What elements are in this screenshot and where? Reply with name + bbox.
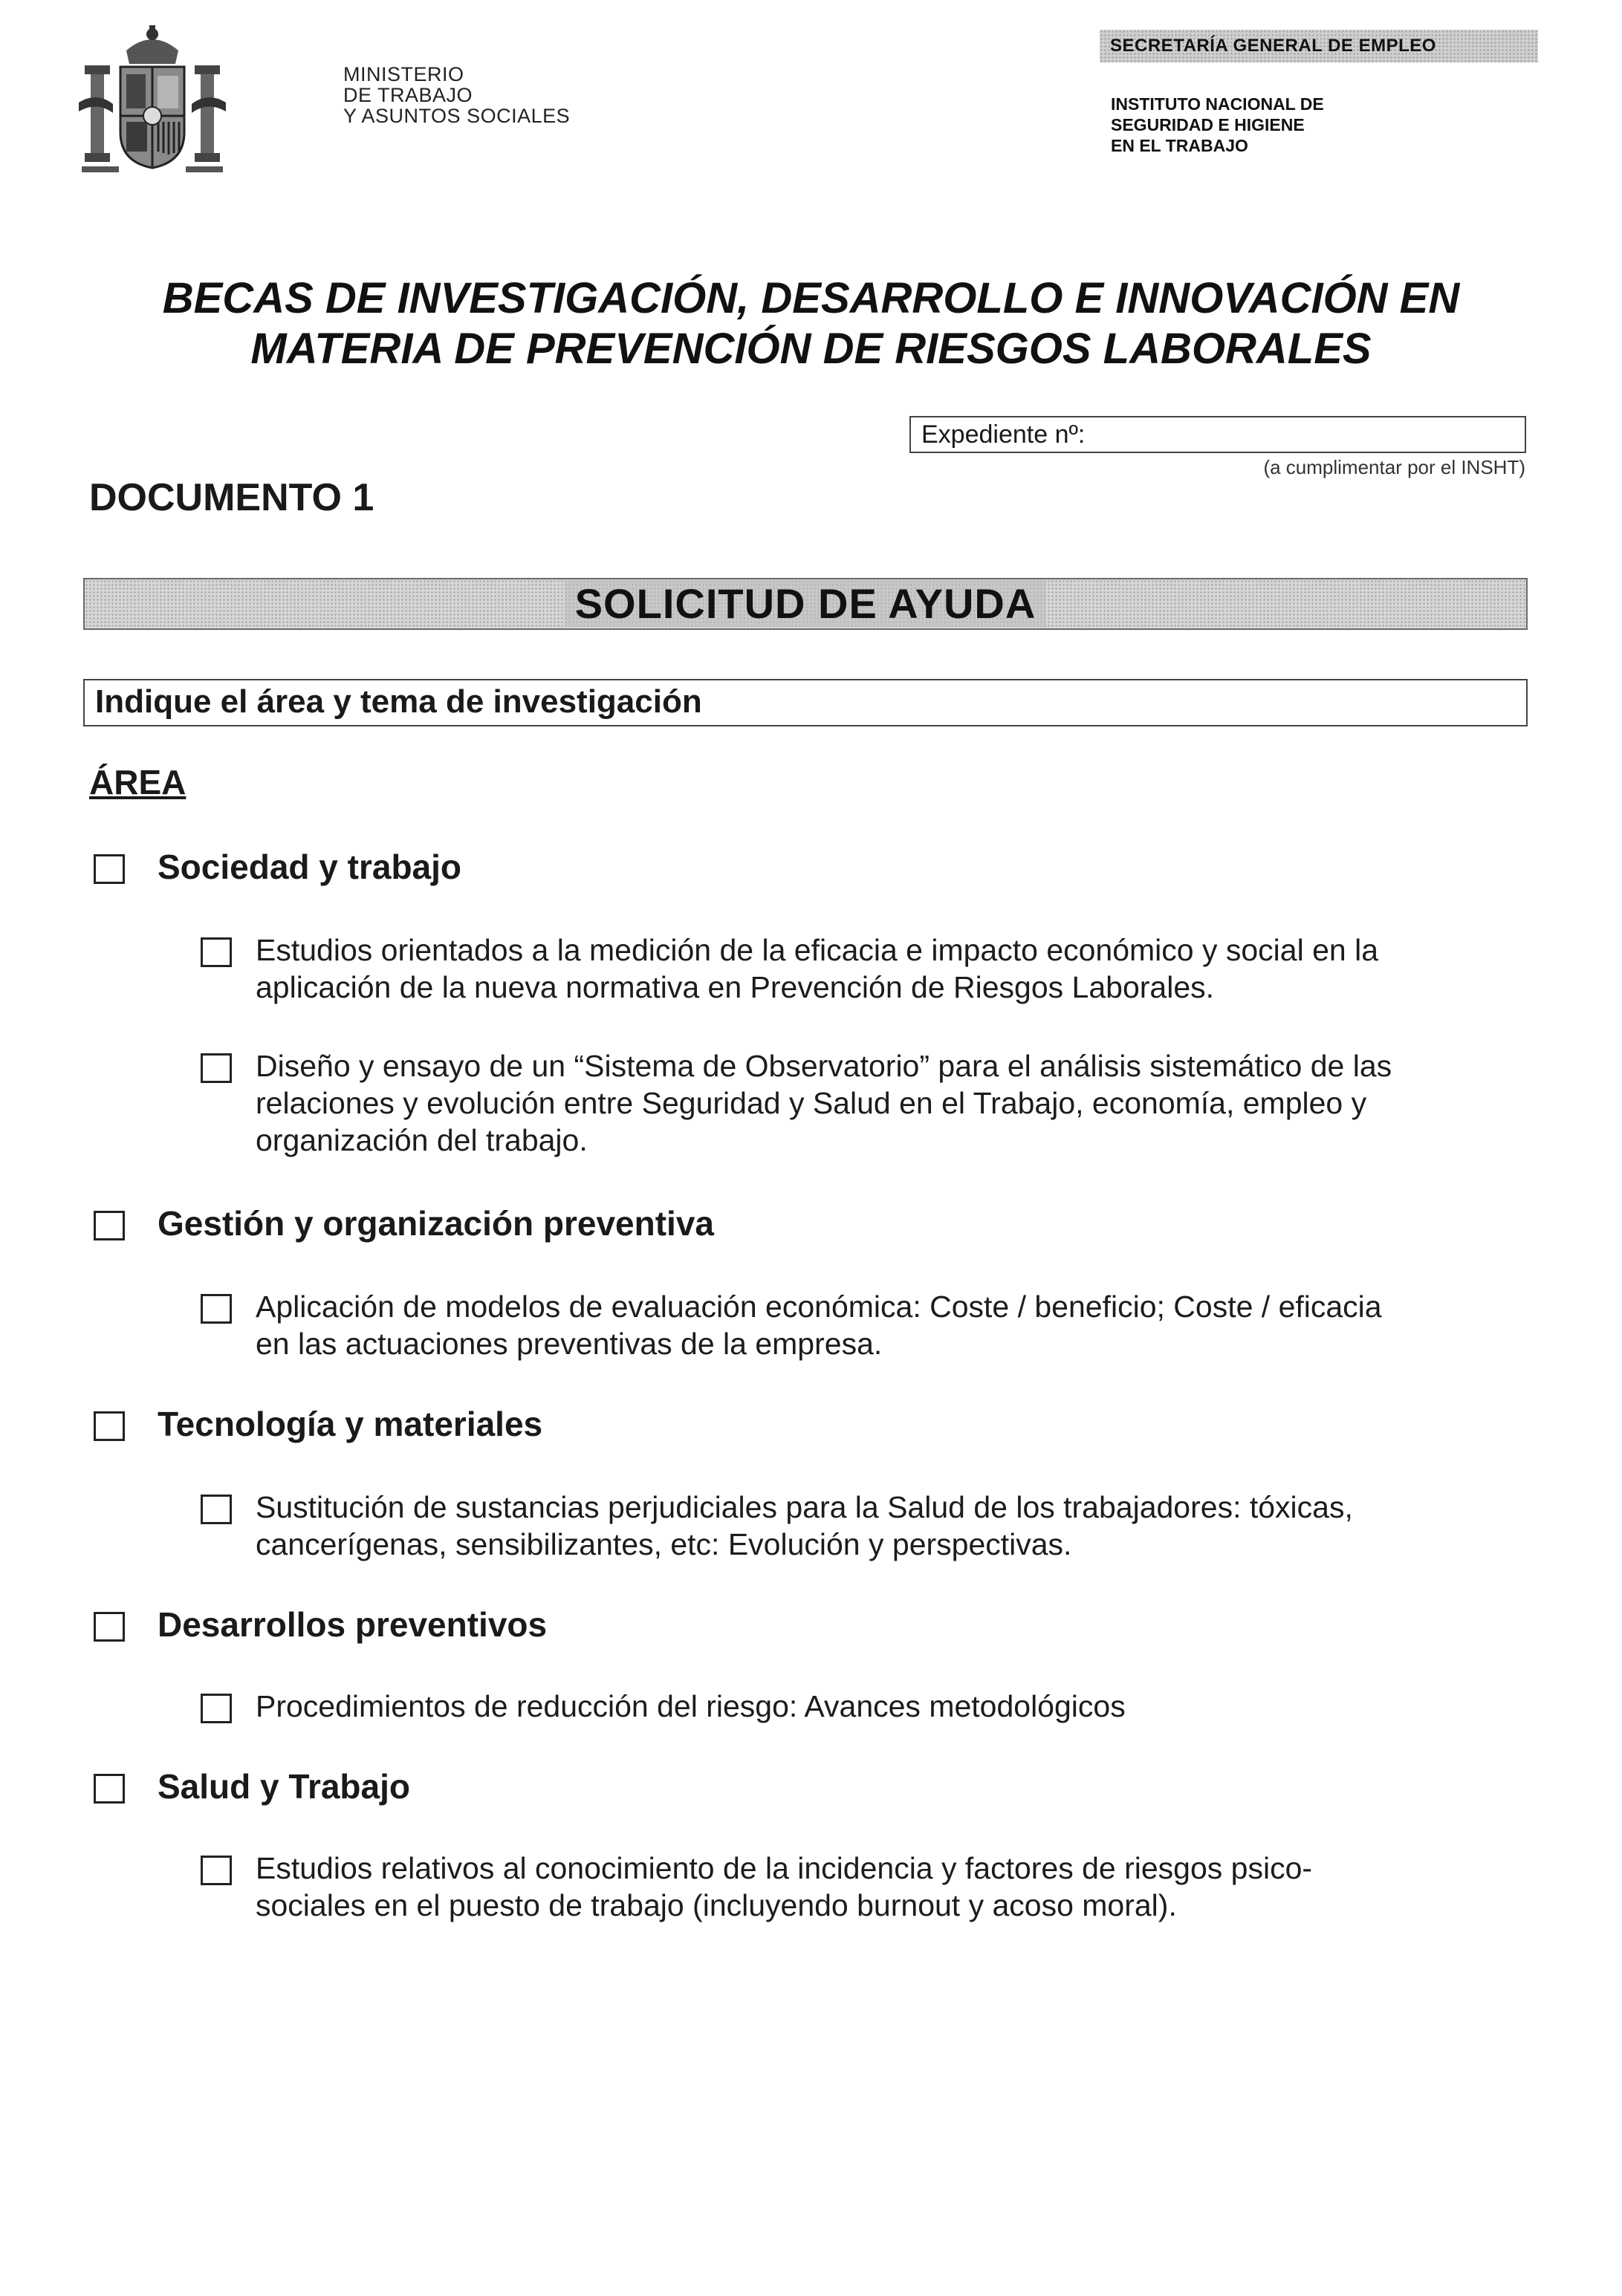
topic-line: organización del trabajo. [256,1123,588,1157]
section-banner-text: SOLICITUD DE AYUDA [565,580,1047,627]
topic-line: cancerígenas, sensibilizantes, etc: Evolución y perspectivas. [256,1527,1072,1561]
area-label-tecnologia: Tecnología y materiales [158,1405,543,1443]
area-label-desarrollos: Desarrollos preventivos [158,1605,548,1644]
topic-line: Diseño y ensayo de un “Sistema de Observatorio” para el análisis sistemático de las [256,1049,1392,1083]
institute-name [1111,94,1324,156]
expediente-label: Expediente nº: [921,420,1086,449]
topic-line: sociales en el puesto de trabajo (incluyendo burnout y acoso moral). [256,1888,1177,1922]
area-checkbox-desarrollos[interactable] [94,1612,125,1642]
area-checkbox-salud[interactable] [94,1774,125,1804]
topic-text-5 [256,1688,1126,1725]
topic-line: aplicación de la nueva normativa en Prevención de Riesgos Laborales. [256,970,1215,1004]
institute-line: EN EL TRABAJO [1111,136,1248,155]
instruction-box: Indique el área y tema de investigación [83,679,1528,726]
area-label-salud: Salud y Trabajo [158,1767,410,1806]
area-heading: ÁREA [89,763,186,801]
topic-line: Procedimientos de reducción del riesgo: Avances metodológicos [256,1689,1126,1723]
expediente-field[interactable] [909,416,1526,453]
section-banner [83,578,1528,630]
topic-line: relaciones y evolución entre Seguridad y Salud en el Trabajo, economía, empleo y [256,1086,1367,1120]
topic-checkbox-3[interactable] [201,1294,232,1324]
area-checkbox-tecnologia[interactable] [94,1411,125,1441]
topic-line: Estudios orientados a la medición de la eficacia e impacto económico y social en la [256,933,1378,967]
ministry-name [343,64,570,126]
topic-checkbox-6[interactable] [201,1856,232,1885]
topic-checkbox-1[interactable] [201,937,232,967]
page-title [0,273,1622,374]
secretaria-band: SECRETARÍA GENERAL DE EMPLEO [1100,30,1538,62]
institute-line: SEGURIDAD E HIGIENE [1111,115,1305,134]
topic-text-1 [256,931,1378,1006]
topic-line: en las actuaciones preventivas de la empresa. [256,1327,883,1361]
topic-text-6 [256,1850,1312,1924]
topic-checkbox-5[interactable] [201,1694,232,1723]
ministry-line: DE TRABAJO [343,84,473,106]
area-checkbox-gestion[interactable] [94,1211,125,1240]
topic-checkbox-4[interactable] [201,1495,232,1524]
topic-text-4 [256,1489,1353,1563]
title-line: MATERIA DE PREVENCIÓN DE RIESGOS LABORALES [250,325,1372,373]
area-checkbox-sociedad[interactable] [94,854,125,884]
topic-checkbox-2[interactable] [201,1053,232,1083]
document-label: DOCUMENTO 1 [89,476,374,519]
topic-text-2 [256,1047,1392,1159]
title-line: BECAS DE INVESTIGACIÓN, DESARROLLO E INNOVACIÓN EN [162,274,1460,322]
topic-line: Sustitución de sustancias perjudiciales para la Salud de los trabajadores: tóxicas, [256,1490,1353,1524]
ministry-line: MINISTERIO [343,63,464,85]
expediente-note: (a cumplimentar por el INSHT) [1263,456,1525,478]
coat-of-arms-emblem [74,21,230,177]
ministry-line: Y ASUNTOS SOCIALES [343,105,571,127]
topic-line: Aplicación de modelos de evaluación económica: Coste / beneficio; Coste / eficacia [256,1290,1382,1324]
topic-text-3 [256,1288,1382,1362]
topic-line: Estudios relativos al conocimiento de la incidencia y factores de riesgos psico- [256,1851,1313,1885]
area-label-gestion: Gestión y organización preventiva [158,1204,714,1243]
institute-line: INSTITUTO NACIONAL DE [1111,94,1324,114]
area-label-sociedad: Sociedad y trabajo [158,848,462,886]
